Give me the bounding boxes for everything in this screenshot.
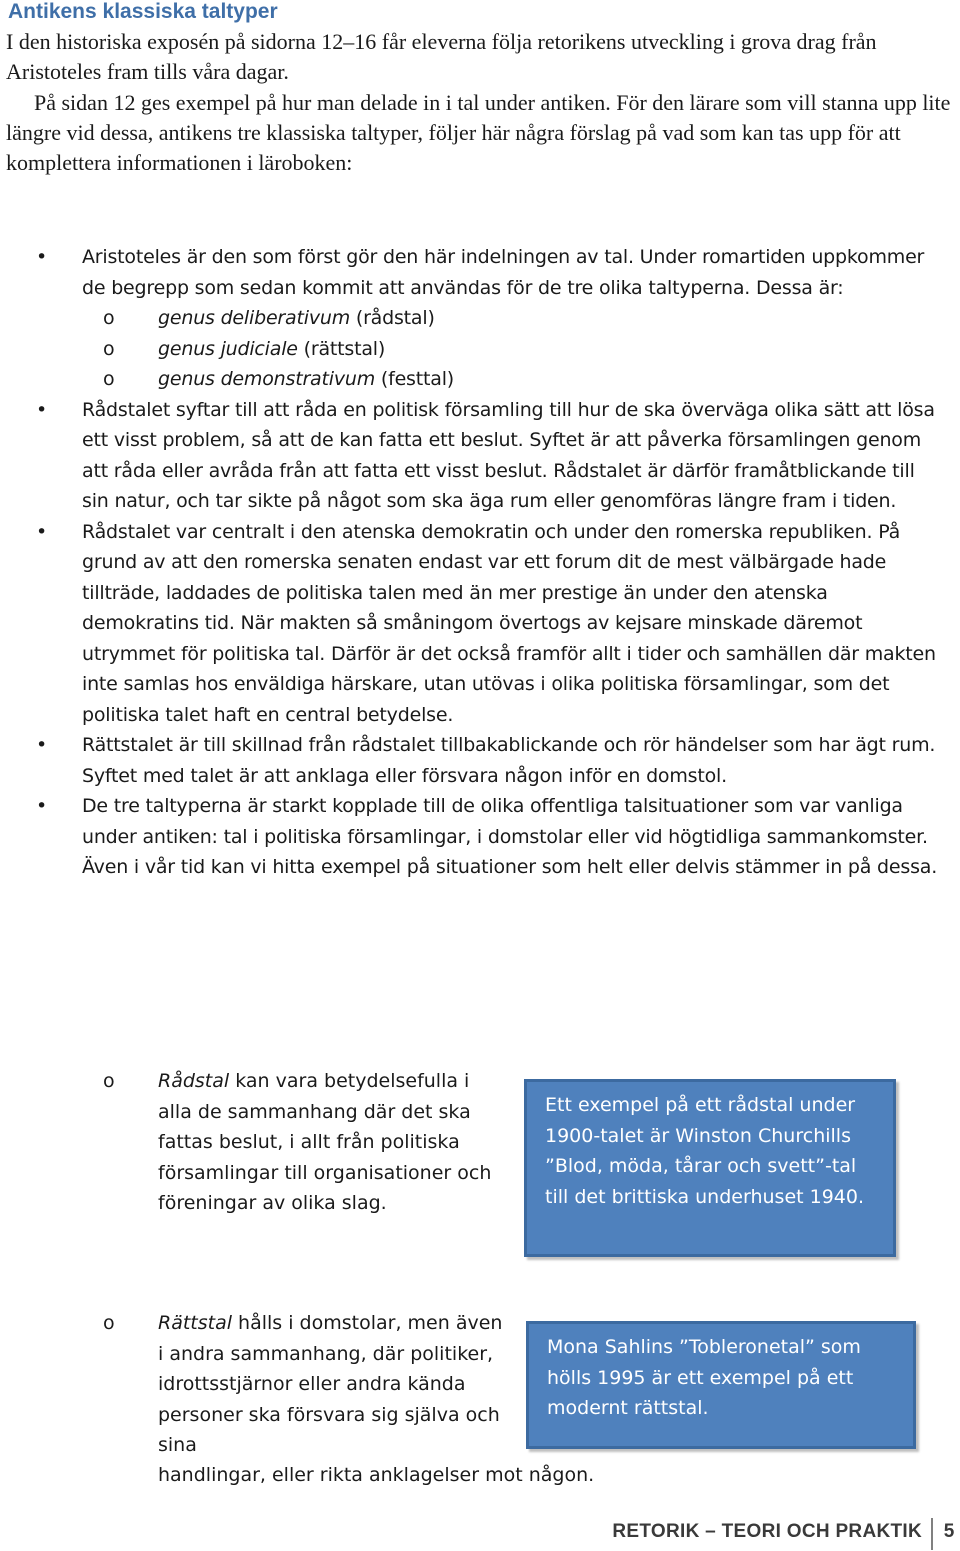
term-gloss: (rådstal) xyxy=(350,307,435,329)
page-footer xyxy=(560,1518,960,1550)
bullet-marker: • xyxy=(36,734,48,756)
latin-term: genus deliberativum xyxy=(158,307,351,329)
rattstal-description: hålls i domstolar, men även i andra sammanhang, där politiker, idrottsstjärnor eller andra kända personer ska försvara sig själva och sina xyxy=(158,1312,503,1456)
intro-paragraph-1: I den historiska exposén på sidorna 12–16 får eleverna följa retorikens utveckling i grova drag från Aristoteles fram tills våra dagar. xyxy=(6,29,877,85)
radstal-text xyxy=(158,1066,508,1219)
radstal-term: Rådstal xyxy=(158,1070,230,1092)
sub-bullet-marker: o xyxy=(103,1312,115,1334)
footer-divider xyxy=(931,1518,933,1550)
bullet-list xyxy=(0,242,945,883)
rattstal-example-box xyxy=(526,1321,916,1449)
list-item-text: Rådstalet var centralt i den atenska demokratin och under den romerska republiken. På grund av att den romerska senaten endast var ett forum dit de mest välbärgade hade tillträde, laddades de politiska talen med än mer prestige än under den atenska demokratins tid. När makten så småningom övertogs av kejsare minskade däremot utrymmet för politiska tal. Därför är det också framför allt i tider och samhällen där makten inte samlas hos enväldiga härskare, utan utövas i olika politiska församlingar, som det politiska talet haft en central betydelse. xyxy=(82,520,936,726)
intro-paragraph-2: På sidan 12 ges exempel på hur man delade in i tal under antiken. För den lärare som vill stanna upp lite längre vid dessa, antikens tre klassiska taltyper, följer här några förslag på vad som kan tas upp för att komplettera informationen i läroboken: xyxy=(6,89,951,176)
sub-list-item xyxy=(0,303,945,334)
list-item-text: Rådstalet syftar till att råda en politisk församling till hur de ska överväga olika sätt att lösa ett visst problem, så att de kan fatta ett beslut. Syftet är att påverka församlingen genom att råda eller avråda från att fatta ett visst beslut. Rådstalet är därför framåtblickande till sin natur, och tar sikte på något som ska äga rum eller genomföras längre fram i tiden. xyxy=(82,398,935,512)
list-item xyxy=(0,791,945,883)
bullet-marker: • xyxy=(36,246,48,268)
page-number: 5 xyxy=(943,1521,955,1542)
latin-term: genus judiciale xyxy=(158,337,298,360)
rattstal-example-text: Mona Sahlins ”Tobleronetal” som hölls 1995 är ett exempel på ett modernt rättstal. xyxy=(547,1336,861,1419)
bullet-marker: • xyxy=(36,795,48,817)
rattstal-term: Rättstal xyxy=(158,1312,233,1334)
sub-list-item xyxy=(0,334,945,365)
section-heading: Antikens klassiska taltyper xyxy=(8,0,278,23)
sub-bullet-marker: o xyxy=(103,337,115,360)
radstal-example-text: Ett exempel på ett rådstal under 1900-talet är Winston Churchills ”Blod, möda, tårar och svett”-tal till det brittiska underhuset 1940. xyxy=(545,1094,865,1208)
sub-bullet-marker: o xyxy=(103,368,115,390)
rattstal-last-line: handlingar, eller rikta anklagelser mot någon. xyxy=(158,1464,595,1486)
list-item-text: Rättstalet är till skillnad från rådstalet tillbakablickande och rör händelser som har ägt rum. Syftet med talet är att anklaga eller försvara någon inför en domstol. xyxy=(82,734,936,787)
rattstal-text xyxy=(158,1308,503,1461)
latin-term: genus demonstrativum xyxy=(158,368,376,390)
bullet-marker: • xyxy=(36,520,48,543)
term-gloss: (rättstal) xyxy=(297,337,386,360)
sub-list-item xyxy=(0,364,945,395)
list-item xyxy=(0,242,945,303)
radstal-example-box xyxy=(524,1079,896,1257)
footer-book-title: RETORIK – TEORI OCH PRAKTIK xyxy=(612,1521,922,1542)
sub-bullet-marker: o xyxy=(103,307,115,329)
list-item-text: Aristoteles är den som först gör den här indelningen av tal. Under romartiden uppkommer de begrepp som sedan kommit att användas för de tre olika taltyperna. Dessa är: xyxy=(82,246,925,299)
term-gloss: (festtal) xyxy=(375,368,454,390)
sub-bullet-marker: o xyxy=(103,1070,115,1092)
radstal-description: kan vara betydelsefulla i alla de sammanhang där det ska fattas beslut, i allt från politiska församlingar till organisationer och föreningar av olika slag. xyxy=(158,1070,492,1214)
list-item xyxy=(0,730,945,791)
list-item xyxy=(0,517,945,731)
intro-text xyxy=(6,27,951,178)
list-item-text: De tre taltyperna är starkt kopplade till de olika offentliga talsituationer som var vanliga under antiken: tal i politiska församlingar, i domstolar eller vid högtidliga sammankomster. Även i vår tid kan vi hitta exempel på situationer som helt eller delvis stämmer in på dessa. xyxy=(82,795,938,878)
list-item xyxy=(0,395,945,517)
bullet-marker: • xyxy=(36,398,48,421)
